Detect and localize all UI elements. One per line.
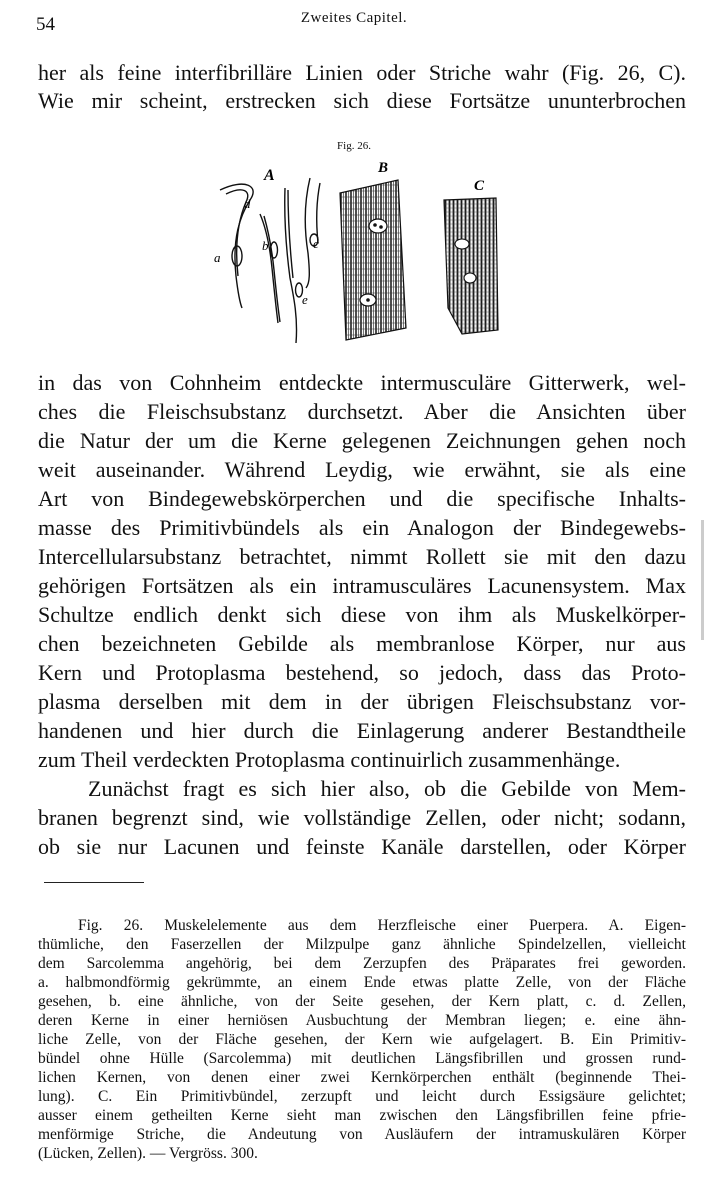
panel-label-d: d — [244, 196, 251, 211]
body-line: handenen und hier durch die Einlagerung anderer Bestandtheile — [38, 718, 686, 743]
body-line: ches die Fleischsubstanz durchsetzt. Aber die Ansichten über — [38, 399, 686, 424]
caption-line: dem Sarcolemma angehörig, bei dem Zerzupfen des Präparates frei geworden. — [38, 955, 686, 972]
body-line: in das von Cohnheim entdeckte intermusculäre Gitterwerk, wel- — [38, 370, 686, 395]
page-edge-shadow — [701, 520, 704, 640]
body-line: her als feine interfibrilläre Linien oder Striche wahr (Fig. 26, C). — [38, 60, 686, 85]
caption-line: gesehen, b. eine ähnliche, von der Seite gesehen, der Kern platt, c. d. Zellen, — [38, 993, 686, 1010]
caption-line: menförmige Striche, die Andeutung von Ausläufern der intramuskulären Körper — [38, 1126, 686, 1143]
figure-label: Fig. 26. — [337, 140, 371, 152]
caption-line: deren Kerne in einer herniösen Ausbuchtung der Membran liegen; e. eine ähn- — [38, 1012, 686, 1029]
body-line: Art von Bindegewebskörperchen und die specifische Inhalts- — [38, 486, 686, 511]
body-line: Schultze endlich denkt sich diese von ihm als Muskelkörper- — [38, 602, 686, 627]
panel-label-c: c — [313, 236, 319, 251]
body-line: plasma derselben mit dem in der übrigen Fleischsubstanz vor- — [38, 689, 686, 714]
panel-a-cells — [220, 178, 320, 343]
body-line: gehörigen Fortsätzen als ein intramusculäres Lacunensystem. Max — [38, 573, 686, 598]
caption-line: ausser einem getheilten Kerne sieht man zwischen den Längsfibrillen feine pfrie- — [38, 1107, 686, 1124]
caption-line: (Lücken, Zellen). — Vergröss. 300. — [38, 1145, 258, 1162]
body-line: ob sie nur Lacunen und feinste Kanäle darstellen, oder Körper — [38, 834, 686, 859]
caption-line: bündel ohne Hülle (Sarcolemma) mit deutlichen Längsfibrillen und grossen rund- — [38, 1050, 686, 1067]
body-line: Intercellularsubstanz betrachtet, nimmt Rollett sie mit den dazu — [38, 544, 686, 569]
body-line: branen begrenzt sind, wie vollständige Zellen, oder nicht; sodann, — [38, 805, 686, 830]
body-line: Zunächst fragt es sich hier also, ob die Gebilde von Mem- — [88, 776, 686, 801]
panel-b-muscle-bundle — [340, 180, 406, 340]
page-number: 54 — [36, 14, 55, 35]
caption-line: a. halbmondförmig gekrümmte, an einem Ende etwas platte Zelle, von der Fläche — [38, 974, 686, 991]
figure-26-illustration — [200, 158, 510, 358]
body-line: chen bezeichneten Gebilde als membranlose Körper, nur aus — [38, 631, 686, 656]
body-line: Wie mir scheint, erstrecken sich diese Fortsätze ununterbrochen — [38, 88, 686, 113]
panel-c-muscle-bundle — [444, 198, 498, 334]
body-line: weit auseinander. Während Leydig, wie erwähnt, sie als eine — [38, 457, 686, 482]
panel-label-B: B — [378, 160, 389, 176]
body-line: die Natur der um die Kerne gelegenen Zeichnungen gehen noch — [38, 428, 686, 453]
panel-label-C: C — [474, 178, 485, 194]
body-line: masse des Primitivbündels als ein Analogon der Bindegewebs- — [38, 515, 686, 540]
panel-label-e: e — [302, 292, 308, 307]
panel-label-a: a — [214, 250, 221, 265]
caption-line: thümliche, den Faserzellen der Milzpulpe ganz ähnliche Spindelzellen, vielleicht — [38, 936, 686, 953]
body-line: zum Theil verdeckten Protoplasma continuirlich zusammenhänge. — [38, 747, 621, 772]
running-head: Zweites Capitel. — [300, 10, 408, 26]
caption-line: lichen Kernen, von denen einer zwei Kernkörperchen enthält (beginnende Thei- — [38, 1069, 686, 1086]
panel-label-b: b — [262, 238, 269, 253]
caption-line: Fig. 26. Muskelelemente aus dem Herzfleische einer Puerpera. A. Eigen- — [78, 917, 686, 934]
body-line: Kern und Protoplasma bestehend, so jedoch, dass das Proto- — [38, 660, 686, 685]
caption-line: liche Zelle, von der Fläche gesehen, der Kern wie aufgelagert. B. Ein Primitiv- — [38, 1031, 686, 1048]
panel-label-A: A — [264, 167, 275, 184]
footnote-rule — [44, 882, 144, 883]
caption-line: lung). C. Ein Primitivbündel, zerzupft und leicht durch Essigsäure gelichtet; — [38, 1088, 686, 1105]
